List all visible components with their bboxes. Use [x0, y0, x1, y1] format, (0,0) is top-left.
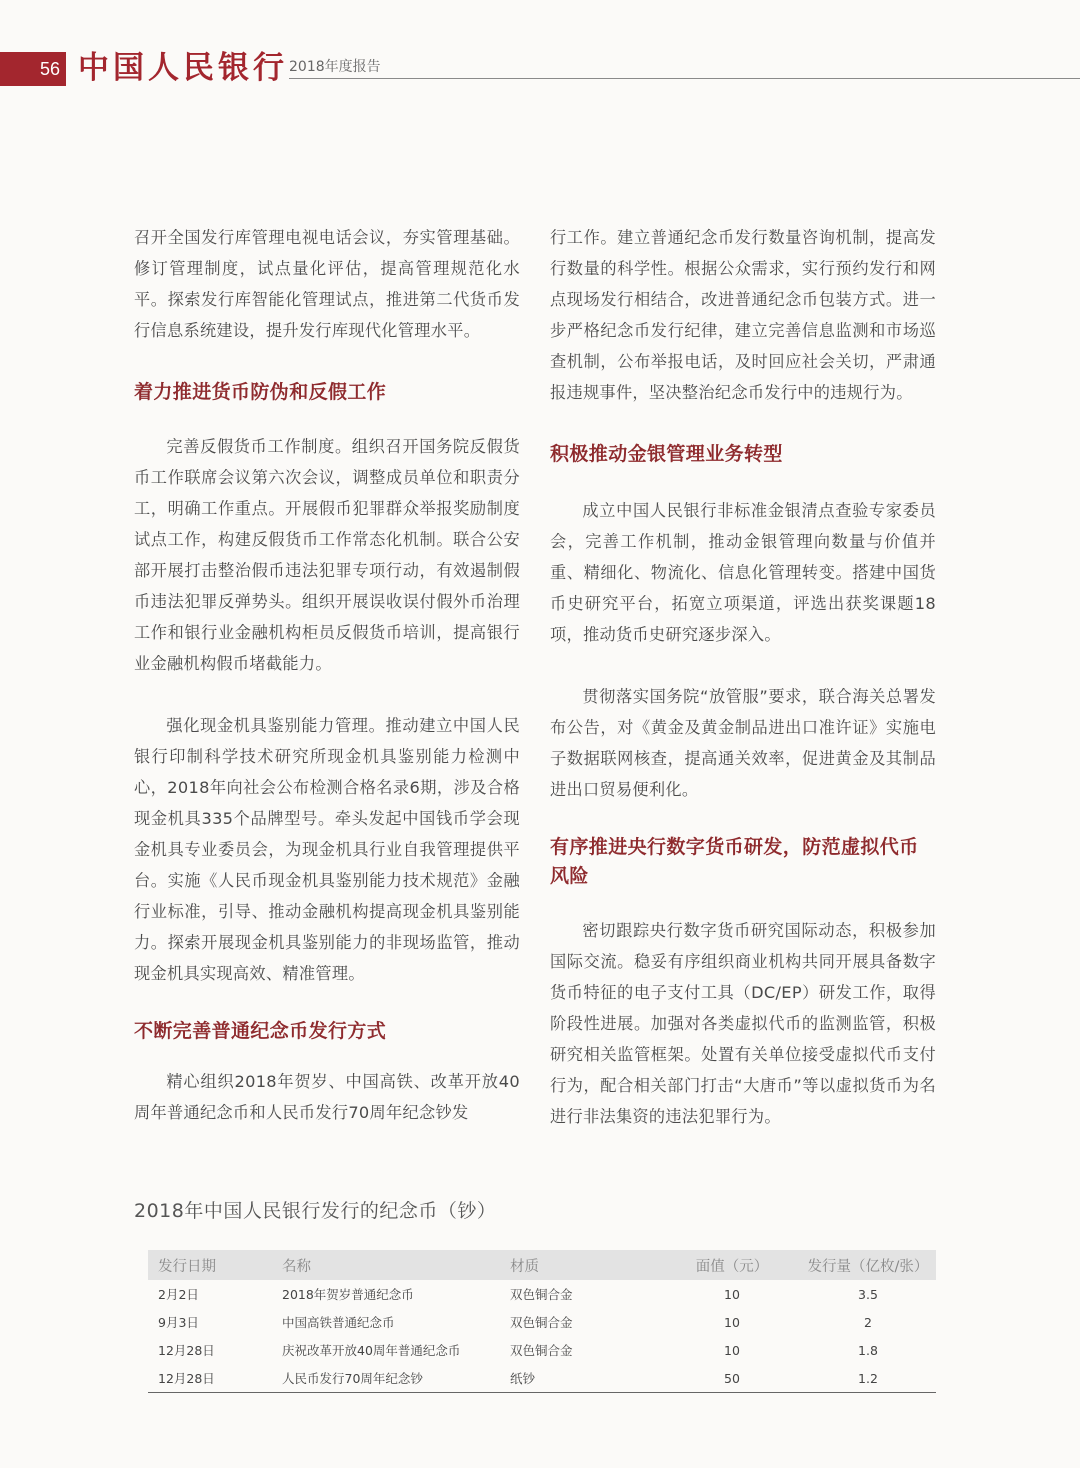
report-label: 2018年度报告: [289, 59, 381, 75]
cell-volume: 2: [864, 1314, 872, 1330]
cell-name: 2018年贺岁普通纪念币: [282, 1287, 414, 1302]
cell-face-value: 10: [724, 1314, 740, 1330]
cell-name: 中国高铁普通纪念币: [282, 1315, 395, 1330]
table-row: [148, 1364, 936, 1393]
cell-volume: 3.5: [858, 1286, 878, 1302]
cell-face-value: 10: [724, 1342, 740, 1358]
paragraph: 召开全国发行库管理电视电话会议，夯实管理基础。修订管理制度，试点量化评估，提高管理规范化水平。探索发行库智能化管理试点，推进第二代货币发行信息系统建设，提升发行库现代化管理水平。: [134, 228, 520, 340]
cell-material: 双色铜合金: [510, 1287, 573, 1302]
cell-name: 庆祝改革开放40周年普通纪念币: [282, 1343, 461, 1358]
paragraph: 精心组织2018年贺岁、中国高铁、改革开放40周年普通纪念币和人民币发行70周年纪念钞发: [134, 1072, 520, 1122]
left-column: [134, 222, 520, 1128]
section-heading: 着力推进货币防伪和反假工作: [134, 381, 387, 403]
cell-volume: 1.2: [800, 1364, 936, 1393]
table-row: [148, 1336, 936, 1364]
paragraph: 强化现金机具鉴别能力管理。推动建立中国人民银行印制科学技术研究所现金机具鉴别能力检测中心，2018年向社会公布检测合格名录6期，涉及合格现金机具335个品牌型号。牵头发起中国钱币学会现金机具专业委员会，为现金机具行业自我管理提供平台。实施《人民币现金机具鉴别能力技术规范》金融行业标准，引导、推动金融机构提高现金机具鉴别能力。探索开展现金机具鉴别能力的非现场监管，推动现金机具实现高效、精准管理。: [134, 716, 520, 983]
column-header-volume: 发行量（亿枚/张）: [800, 1250, 936, 1280]
paragraph: 贯彻落实国务院“放管服”要求，联合海关总署发布公告，对《黄金及黄金制品进出口准许证》实施电子数据联网核查，提高通关效率，促进黄金及其制品进出口贸易便利化。: [550, 687, 936, 799]
paragraph: 密切跟踪央行数字货币研究国际动态，积极参加国际交流。稳妥有序组织商业机构共同开展具备数字货币特征的电子支付工具（DC/EP）研发工作，取得阶段性进展。加强对各类虚拟代币的监测监管，积极研究相关监管框架。处置有关单位接受虚拟代币支付行为，配合相关部门打击“大唐币”等以虚拟货币为名进行非法集资的违法犯罪行为。: [550, 921, 936, 1126]
section-heading: 有序推进央行数字货币研发，防范虚拟代币风险: [550, 836, 919, 887]
cell-material: 双色铜合金: [510, 1343, 573, 1358]
cell-face-value: 50: [664, 1364, 800, 1393]
paragraph: 完善反假货币工作制度。组织召开国务院反假货币工作联席会议第六次会议，调整成员单位和职责分工，明确工作重点。开展假币犯罪群众举报奖励制度试点工作，构建反假货币工作常态化机制。联合公安部开展打击整治假币违法犯罪专项行动，有效遏制假币违法犯罪反弹势头。组织开展误收误付假外币治理工作和银行业金融机构柜员反假货币培训，提高银行业金融机构假币堵截能力。: [134, 437, 520, 673]
cell-volume: 1.8: [858, 1342, 878, 1358]
cell-date: 9月3日: [158, 1315, 199, 1330]
cell-name: 人民币发行70周年纪念钞: [272, 1364, 500, 1393]
header-divider: [289, 78, 1080, 79]
paragraph: 成立中国人民银行非标准金银清点查验专家委员会，完善工作机制，推动金银管理向数量与价值并重、精细化、物流化、信息化管理转变。搭建中国货币史研究平台，拓宽立项渠道，评选出获奖课题18项，推动货币史研究逐步深入。: [550, 501, 936, 644]
table-row: [148, 1308, 936, 1336]
column-header-name: 名称: [272, 1250, 500, 1280]
column-header-date: 发行日期: [148, 1250, 272, 1280]
page-number: 56: [0, 52, 66, 86]
table-row: [148, 1280, 936, 1308]
cell-date: 12月28日: [158, 1343, 215, 1358]
cell-material: 纸钞: [500, 1364, 664, 1393]
page-header: [0, 46, 1080, 90]
paragraph: 行工作。建立普通纪念币发行数量咨询机制，提高发行数量的科学性。根据公众需求，实行预约发行和网点现场发行相结合，改进普通纪念币包装方式。进一步严格纪念币发行纪律，建立完善信息监测和市场巡查机制，公布举报电话，及时回应社会关切，严肃通报违规事件，坚决整治纪念币发行中的违规行为。: [550, 228, 936, 402]
org-logo-text: 中国人民银行: [78, 50, 288, 86]
table-title: 2018年中国人民银行发行的纪念币（钞）: [134, 1200, 497, 1222]
column-header-material: 材质: [500, 1250, 664, 1280]
section-heading: 积极推动金银管理业务转型: [550, 443, 783, 465]
commemorative-coin-table: [148, 1250, 936, 1393]
cell-material: 双色铜合金: [510, 1315, 573, 1330]
table-header-row: [148, 1250, 936, 1280]
cell-face-value: 10: [724, 1286, 740, 1302]
right-column: [550, 222, 936, 1132]
cell-date: 12月28日: [148, 1364, 272, 1393]
cell-date: 2月2日: [158, 1287, 199, 1302]
section-heading: 不断完善普通纪念币发行方式: [134, 1020, 387, 1042]
column-header-face-value: 面值（元）: [664, 1250, 800, 1280]
